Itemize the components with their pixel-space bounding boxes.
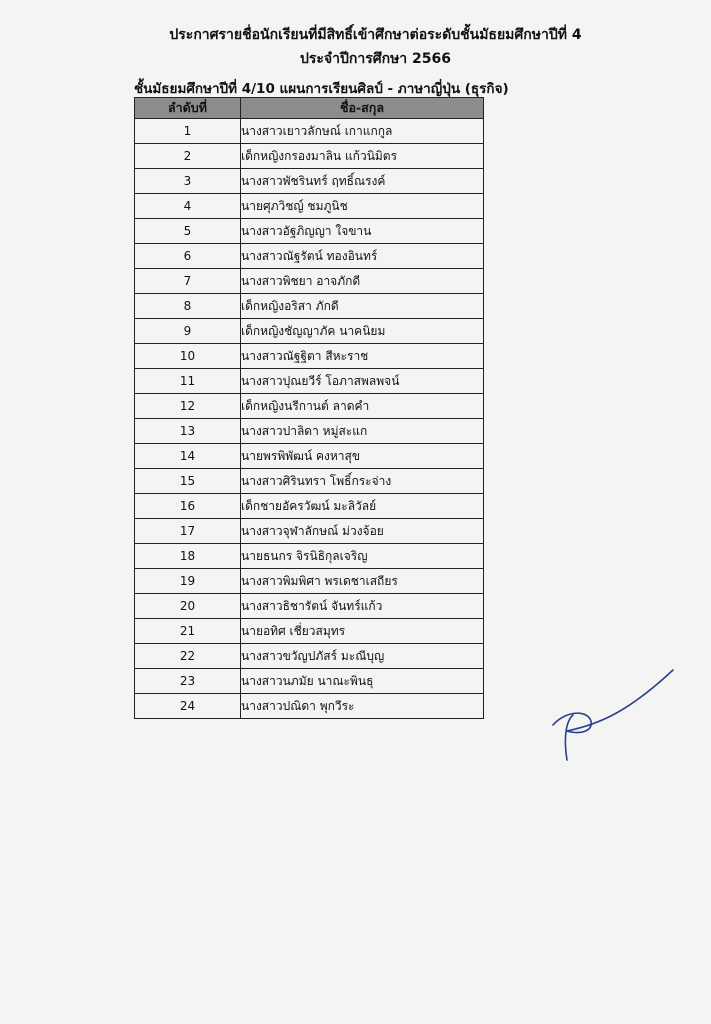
table-row xyxy=(135,669,484,694)
table-row xyxy=(135,169,484,194)
student-name: เด็กหญิงกรองมาลิน แก้วนิมิตร xyxy=(241,144,484,169)
table-row xyxy=(135,519,484,544)
row-number: 21 xyxy=(135,619,241,644)
column-header-number: ลำดับที่ xyxy=(135,98,241,119)
table-row xyxy=(135,694,484,719)
row-number: 14 xyxy=(135,444,241,469)
row-number: 16 xyxy=(135,494,241,519)
student-name: นางสาวเยาวลักษณ์ เกาแกกูล xyxy=(241,119,484,144)
row-number: 4 xyxy=(135,194,241,219)
table-row xyxy=(135,419,484,444)
announcement-title: ประกาศรายชื่อนักเรียนที่มีสิทธิ์เข้าศึกษาต่อระดับชั้นมัธยมศึกษาปีที่ 4 xyxy=(169,27,582,43)
table-row xyxy=(135,469,484,494)
row-number: 24 xyxy=(135,694,241,719)
student-name: นางสาวพัชรินทร์ ฤทธิ์ณรงค์ xyxy=(241,169,484,194)
student-name: นางสาวขวัญปภัสร์ มะณีบุญ xyxy=(241,644,484,669)
student-name: นางสาวพิมพิศา พรเดชาเสถียร xyxy=(241,569,484,594)
table-row xyxy=(135,269,484,294)
table-row xyxy=(135,594,484,619)
row-number: 13 xyxy=(135,419,241,444)
student-name: นางสาวณัฐฐิตา สีหะราช xyxy=(241,344,484,369)
student-name: นางสาวจุฬาลักษณ์ ม่วงจ้อย xyxy=(241,519,484,544)
row-number: 9 xyxy=(135,319,241,344)
row-number: 2 xyxy=(135,144,241,169)
student-name: นางสาวปณิดา พุกวีระ xyxy=(241,694,484,719)
table-header-row xyxy=(135,98,484,119)
table-row xyxy=(135,494,484,519)
table-row xyxy=(135,644,484,669)
student-name: นางสาวธิชารัตน์ จันทร์แก้ว xyxy=(241,594,484,619)
academic-year-title: ประจำปีการศึกษา 2566 xyxy=(299,51,452,67)
class-section-heading: ชั้นมัธยมศึกษาปีที่ 4/10 แผนการเรียนศิลป์ - ภาษาญี่ปุ่น (ธุรกิจ) xyxy=(134,81,509,97)
table-row xyxy=(135,244,484,269)
student-name: เด็กชายอัครวัฒน์ มะลิวัลย์ xyxy=(241,494,484,519)
row-number: 5 xyxy=(135,219,241,244)
column-header-name: ชื่อ-สกุล xyxy=(241,98,484,119)
row-number: 7 xyxy=(135,269,241,294)
student-name: เด็กหญิงอริสา ภักดี xyxy=(241,294,484,319)
row-number: 3 xyxy=(135,169,241,194)
student-name: นางสาวปาลิดา หมู่สะแก xyxy=(241,419,484,444)
table-row xyxy=(135,394,484,419)
student-name: นายธนกร จิรนิธิกุลเจริญ xyxy=(241,544,484,569)
row-number: 1 xyxy=(135,119,241,144)
student-name: เด็กหญิงนรีกานต์ ลาดคำ xyxy=(241,394,484,419)
table-row xyxy=(135,219,484,244)
row-number: 15 xyxy=(135,469,241,494)
student-name: นางสาวอัฐภิญญา ใจขาน xyxy=(241,219,484,244)
table-row xyxy=(135,194,484,219)
student-name: นายอทิศ เชี่ยวสมุทร xyxy=(241,619,484,644)
row-number: 11 xyxy=(135,369,241,394)
student-name: นายพรพิพัฒน์ คงหาสุข xyxy=(241,444,484,469)
signature-mark xyxy=(545,665,685,775)
student-name: นางสาวนภมัย นาณะพินธุ xyxy=(241,669,484,694)
table-row xyxy=(135,119,484,144)
student-name: เด็กหญิงชัญญาภัค นาคนิยม xyxy=(241,319,484,344)
student-name: นายศุภวิชญ์ ชมภูนิช xyxy=(241,194,484,219)
table-row xyxy=(135,569,484,594)
student-name: นางสาวณัฐรัตน์ ทองอินทร์ xyxy=(241,244,484,269)
row-number: 18 xyxy=(135,544,241,569)
row-number: 6 xyxy=(135,244,241,269)
student-roster-table xyxy=(134,97,484,719)
row-number: 19 xyxy=(135,569,241,594)
student-name: นางสาวพิชยา อาจภักดี xyxy=(241,269,484,294)
table-row xyxy=(135,344,484,369)
row-number: 20 xyxy=(135,594,241,619)
row-number: 8 xyxy=(135,294,241,319)
student-name: นางสาวศิรินทรา โพธิ์กระจ่าง xyxy=(241,469,484,494)
row-number: 10 xyxy=(135,344,241,369)
table-row xyxy=(135,619,484,644)
table-row xyxy=(135,144,484,169)
row-number: 17 xyxy=(135,519,241,544)
table-row xyxy=(135,294,484,319)
table-row xyxy=(135,369,484,394)
table-row xyxy=(135,544,484,569)
row-number: 12 xyxy=(135,394,241,419)
table-row xyxy=(135,444,484,469)
row-number: 22 xyxy=(135,644,241,669)
student-name: นางสาวปุณยวีร์ โอภาสพลพจน์ xyxy=(241,369,484,394)
row-number: 23 xyxy=(135,669,241,694)
table-row xyxy=(135,319,484,344)
table-body xyxy=(135,119,484,719)
